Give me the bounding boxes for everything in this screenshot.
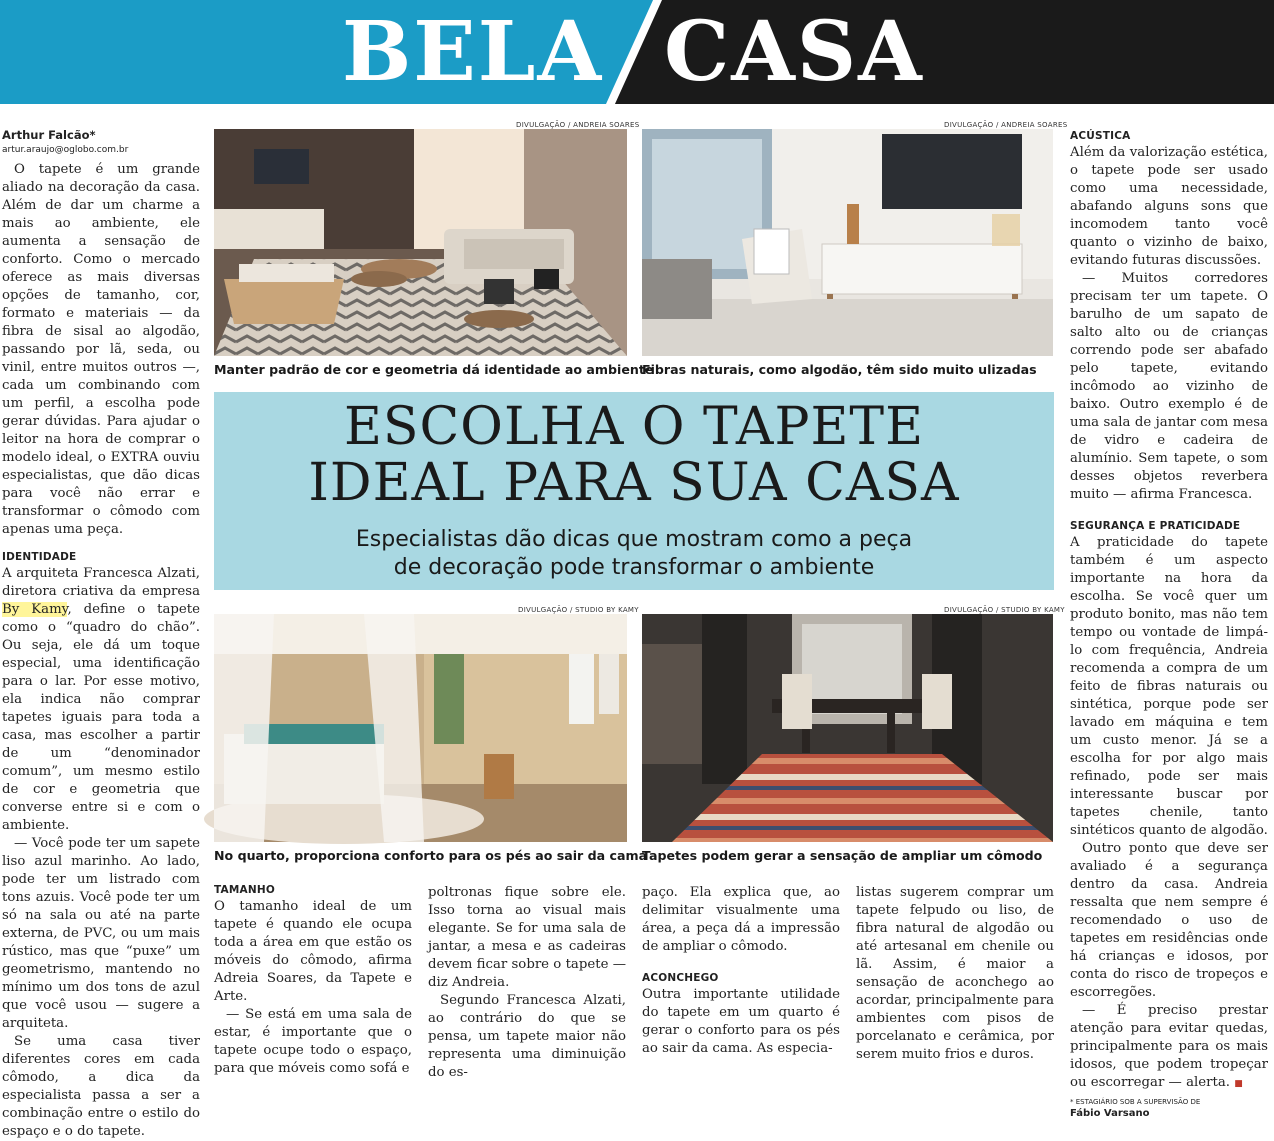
- acustica-paragraph: Além da valorização estética, o tapete pode ser usado como uma necessidade, abafando alguns sons que incomodem tanto você quanto o vizinho de baixo, evitando futuras discussões.: [1070, 145, 1268, 268]
- quote-paragraph: — Você pode ter um sapete liso azul marinho. Ao lado, pode ter um listrado com tons azuis. Você pode ter um só na sala ou até na parte externa, de PVC, ou um mais rústico, mas que “puxe” um geometrismo, mantendo no mínimo um dos tons de azul que você usou — sugere a arquiteta.: [2, 836, 200, 1031]
- acustica-quote: — Muitos corredores precisam ter um tapete. O barulho de um sapato de salto alto ou de crianças correndo pode ser abafado pelo tapete, evitando incômodo ao vizinho de baixo. Outro exemplo é de uma sala de jantar com mesa de vidro e cadeira de alumínio. Sem tapete, o som desses objetos reverbera muito — afirma Francesca.: [1070, 271, 1268, 502]
- photo-credit-3: DIVULGAÇÃO / STUDIO BY KAMY: [518, 606, 639, 614]
- footnote: * ESTAGIÁRIO SOB A SUPERVISÃO DE: [1070, 1098, 1201, 1106]
- seguranca-paragraph-2: Outro ponto que deve ser avaliado é a segurança dentro da casa. Andreia ressalta que nem sempre é recomendado o uso de tapetes em residências onde há crianças e idosos, por conta do risco de tropeços e escorregões.: [1070, 841, 1268, 1000]
- tamanho-paragraph: O tamanho ideal de um tapete é quando ele ocupa toda a área em que estão os móveis do cômodo, afirma Adreia Soares, da Tapete e Arte.: [214, 899, 412, 1004]
- col3-paragraph-1: poltronas fique sobre ele. Isso torna ao visual mais elegante. Se for uma sala de jantar, a mesa e as cadeiras devem ficar sobre o tapete — diz Andreia.: [428, 885, 626, 990]
- closing-paragraph: Se uma casa tiver diferentes cores em cada cômodo, a dica da especialista passa a ser a combinação entre o estilo do espaço e o do tapete.: [2, 1034, 200, 1139]
- subhead-seguranca: SEGURANÇA E PRATICIDADE: [1070, 520, 1241, 532]
- deck-line-1: Especialistas dão dicas que mostram como a peça: [355, 527, 913, 552]
- headline-box: [214, 392, 1054, 590]
- column-5: [856, 884, 1054, 1064]
- aconchego-paragraph: Outra importante utilidade do tapete em um quarto é gerar o conforto para os pés ao sair da cama. As especia-: [642, 987, 840, 1056]
- deck-line-2: de decoração pode transformar o ambiente: [393, 555, 875, 580]
- footnote-name: Fábio Varsano: [1070, 1108, 1150, 1119]
- section-banner: [0, 0, 1274, 104]
- photo-credit-4: DIVULGAÇÃO / STUDIO BY KAMY: [944, 606, 1065, 614]
- subhead-acustica: ACÚSTICA: [1070, 130, 1131, 142]
- column-right: [1070, 128, 1268, 1120]
- headline-line-1: ESCOLHA O TAPETE: [343, 397, 925, 457]
- brand-highlight: By Kamy: [2, 602, 68, 617]
- byline-author: Arthur Falcão*: [2, 128, 96, 142]
- byline-email: artur.araujo@oglobo.com.br: [2, 145, 129, 155]
- col3-paragraph-2: Segundo Francesca Alzati, ao contrário do que se pensa, um tapete maior não representa uma diminuição do es-: [428, 993, 626, 1080]
- intro-paragraph: O tapete é um grande aliado na decoração da casa. Além de dar um charme a mais ao ambiente, ele aumenta a sensação de conforto. Como o mercado oferece as mais diversas opções de tamanho, cor, formato e materiais — da fibra de sisal ao algodão, passando por lã, seda, ou vinil, entre muitos outros —, cada um combinando com um perfil, a escolha pode gerar dúvidas. Para ajudar o leitor na hora de comprar o modelo ideal, o EXTRA ouviu especialistas, que dão dicas para você não errar e transformar o cômodo com apenas uma peça.: [2, 162, 200, 537]
- photo-living-room: [214, 129, 627, 356]
- photo-caption-1: Manter padrão de cor e geometria dá identidade ao ambiente: [214, 362, 654, 377]
- photo-bedroom: [214, 614, 627, 842]
- banner-word-casa: CASA: [664, 4, 924, 100]
- photo-caption-4: Tapetes podem gerar a sensação de ampliar um cômodo: [642, 848, 1043, 863]
- subhead-aconchego: ACONCHEGO: [642, 972, 719, 984]
- subhead-tamanho: TAMANHO: [214, 884, 275, 896]
- col5-paragraph-1: listas sugerem comprar um tapete felpudo ou liso, de fibra natural de algodão ou até artesanal em chenile ou lã. Assim, é maior a sensação de aconchego ao acordar, principalmente para ambientes com pisos de porcelanato e cerâmica, por serem muito frios e duros.: [856, 885, 1054, 1062]
- photo-caption-3: No quarto, proporciona conforto para os pés ao sair da cama: [214, 848, 648, 863]
- tamanho-quote: — Se está em uma sala de estar, é importante que o tapete ocupe todo o espaço, para que móveis como sofá e: [214, 1007, 412, 1076]
- column-2: [214, 882, 412, 1078]
- column-4: [642, 884, 840, 1058]
- photo-credit-2: DIVULGAÇÃO / ANDREIA SOARES: [944, 121, 1068, 129]
- subhead-identidade: IDENTIDADE: [2, 551, 77, 563]
- column-1: [2, 128, 200, 1141]
- column-3: [428, 884, 626, 1082]
- photo-dining-room: [642, 614, 1053, 842]
- photo-white-room: [642, 129, 1053, 356]
- seguranca-quote: — É preciso prestar atenção para evitar quedas, principalmente para os mais idosos, que podem tropeçar ou escorregar — alerta. ■: [1070, 1003, 1268, 1090]
- col4-paragraph-1: paço. Ela explica que, ao delimitar visualmente uma área, a peça dá a impressão de ampliar o cômodo.: [642, 885, 840, 954]
- end-mark: ■: [1234, 1079, 1243, 1089]
- headline-line-2: IDEAL PARA SUA CASA: [308, 453, 960, 513]
- banner-word-bela: BELA: [342, 4, 604, 100]
- photo-caption-2: Fibras naturais, como algodão, têm sido muito ulizadas: [642, 362, 1037, 377]
- photo-credit-1: DIVULGAÇÃO / ANDREIA SOARES: [516, 121, 640, 129]
- seguranca-paragraph-1: A praticidade do tapete também é um aspecto importante na hora da escolha. Se você quer um produto bonito, mas não tem tempo ou vontade de limpá-lo com frequência, Andreia recomenda a compra de um feito de fibras naturais ou sintética, porque pode ser lavado em máquina e tem um custo menor. Já se a escolha for por algo mais refinado, pode ser mais interessante buscar por tapetes chenile, tanto sintéticos quanto de algodão.: [1070, 535, 1268, 838]
- identidade-paragraph: A arquiteta Francesca Alzati, diretora criativa da empresa By Kamy, define o tapete como o “quadro do chão”. Ou seja, ele dá um toque especial, uma identificação para o lar. Por esse motivo, ela indica não comprar tapetes iguais para toda a casa, mas escolher a partir de um “denominador comum”, um mesmo estilo de cor e geometria que converse entre si e com o ambiente.: [2, 566, 200, 833]
